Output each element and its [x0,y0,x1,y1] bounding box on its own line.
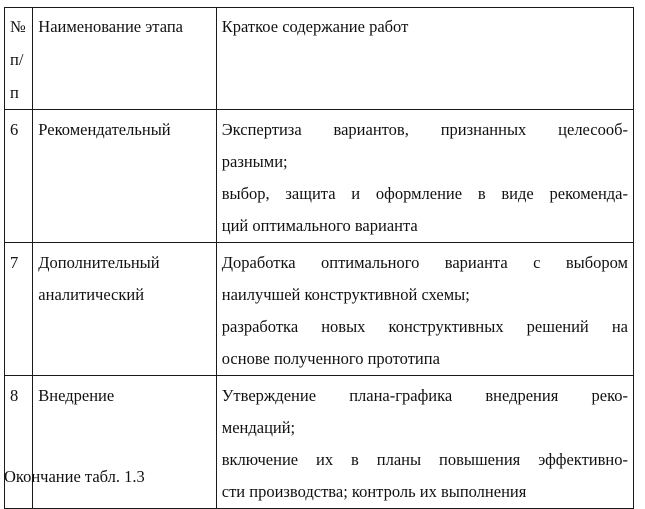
stages-table [4,7,634,509]
table-caption: Окончание табл. 1.3 [4,467,145,486]
row-stage-name: Внедрение [38,386,115,405]
row-content-line: мендаций; [221,418,296,437]
row-content-line: разными; [221,152,288,171]
row-stage-cell [33,376,216,509]
table-row [5,243,634,376]
row-content-line: сти производства; контроль их выполнения [221,482,527,501]
header-stage-label: Наименование этапа [38,17,183,36]
row-stage-cell [33,243,216,376]
row-stage-name: аналитический [38,285,145,304]
row-number-cell [5,376,33,509]
row-content-line: Утверждение плана-графика внедрения реко- [221,386,628,405]
row-content-line: выбор, защита и оформление в виде рекоменда- [221,184,628,203]
row-stage-name: Дополнительный [38,253,160,272]
header-content-label: Краткое содержание работ [221,17,409,36]
row-content-line: ций оптимального варианта [221,216,418,235]
row-content-line: Экспертиза вариантов, признанных целесооб- [221,120,628,139]
header-stage-cell [33,8,216,110]
row-content-cell [216,243,633,376]
header-content-cell [216,8,633,110]
row-stage-name: Рекомендательный [38,120,171,139]
header-number-abbrev: п/п [10,50,24,102]
header-number-symbol: № [10,17,26,36]
row-number: 7 [10,253,19,272]
table-row [5,110,634,243]
table-header-row [5,8,634,110]
row-content-cell [216,110,633,243]
row-content-line: включение их в планы повышения эффективно- [221,450,628,469]
table-row [5,376,634,509]
row-stage-cell [33,110,216,243]
row-number-cell [5,243,33,376]
header-number-cell [5,8,33,110]
row-content-line: основе полученного прототипа [221,349,440,368]
row-number: 6 [10,120,19,139]
row-content-line: Доработка оптимального варианта с выбором [221,253,628,272]
row-number: 8 [10,386,19,405]
row-content-cell [216,376,633,509]
row-content-line: наилучшей конструктивной схемы; [221,285,470,304]
row-content-line: разработка новых конструктивных решений на [221,317,628,336]
row-number-cell [5,110,33,243]
